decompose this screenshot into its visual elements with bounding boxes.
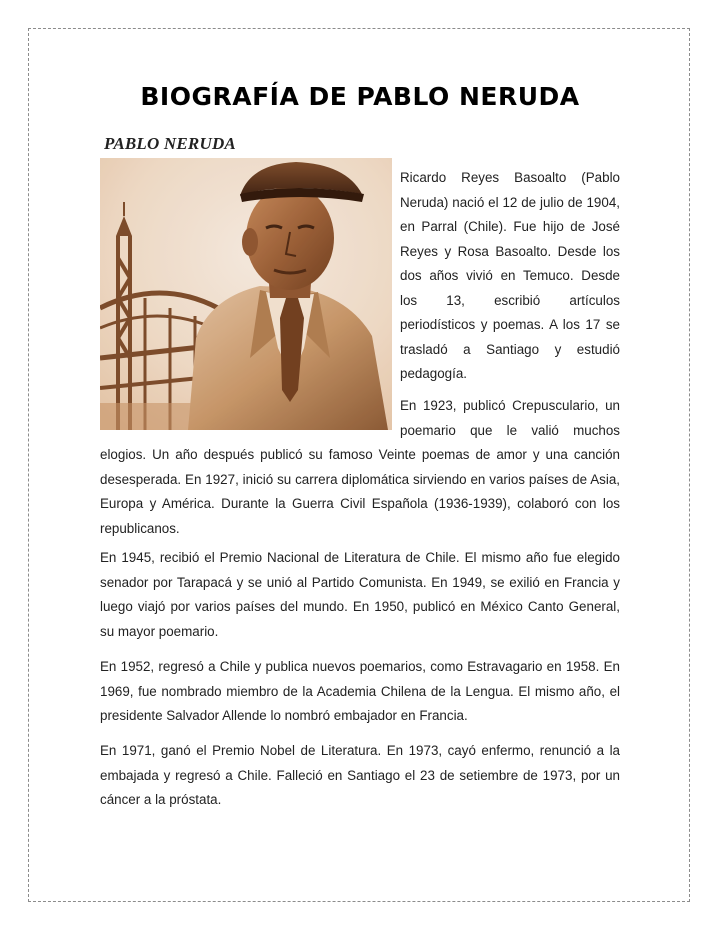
portrait-photo bbox=[100, 134, 392, 430]
photo-caption: PABLO NERUDA bbox=[104, 134, 236, 153]
paragraph-crepusculario-rest: elogios. Un año después publicó su famoso Veinte poemas de amor y una canción desesperada. En 1927, inició su carrera diplomática sirviendo en varios países de Asia, Europa y América. Durante la Guerra Civil Española (1936-1939), colaboró con los republicanos. bbox=[100, 447, 620, 536]
paragraph-crepusculario-start: En 1923, publicó Crepusculario, un poemario que le valió muchos bbox=[400, 398, 620, 438]
portrait-image bbox=[100, 158, 392, 430]
paragraph-1971: En 1971, ganó el Premio Nobel de Literatura. En 1973, cayó enfermo, renunció a la embajada y regresó a Chile. Falleció en Santiago el 23 de setiembre de 1973, por un cáncer a la próstata. bbox=[100, 743, 620, 807]
paragraph-1952: En 1952, regresó a Chile y publica nuevos poemarios, como Estravagario en 1958. En 1969, fue nombrado miembro de la Academia Chilena de la Lengua. El mismo año, el presidente Salvador Allende lo nombró embajador en Francia. bbox=[100, 659, 620, 723]
page-title: BIOGRAFÍA DE PABLO NERUDA bbox=[140, 82, 580, 111]
paragraph-1945: En 1945, recibió el Premio Nacional de Literatura de Chile. El mismo año fue elegido senador por Tarapacá y se unió al Partido Comunista. En 1949, se exilió en Francia y luego viajó por varios países del mundo. En 1950, publicó en México Canto General, su mayor poemario. bbox=[100, 550, 620, 639]
paragraph-intro: Ricardo Reyes Basoalto (Pablo Neruda) nació el 12 de julio de 1904, en Parral (Chile). Fue hijo de José Reyes y Rosa Basoalto. Desde los dos años vivió en Temuco. Desde los 13, escribió artículos periodísticos y poemas. A los 17 se trasladó a Santiago y estudió pedagogía. bbox=[400, 170, 620, 381]
